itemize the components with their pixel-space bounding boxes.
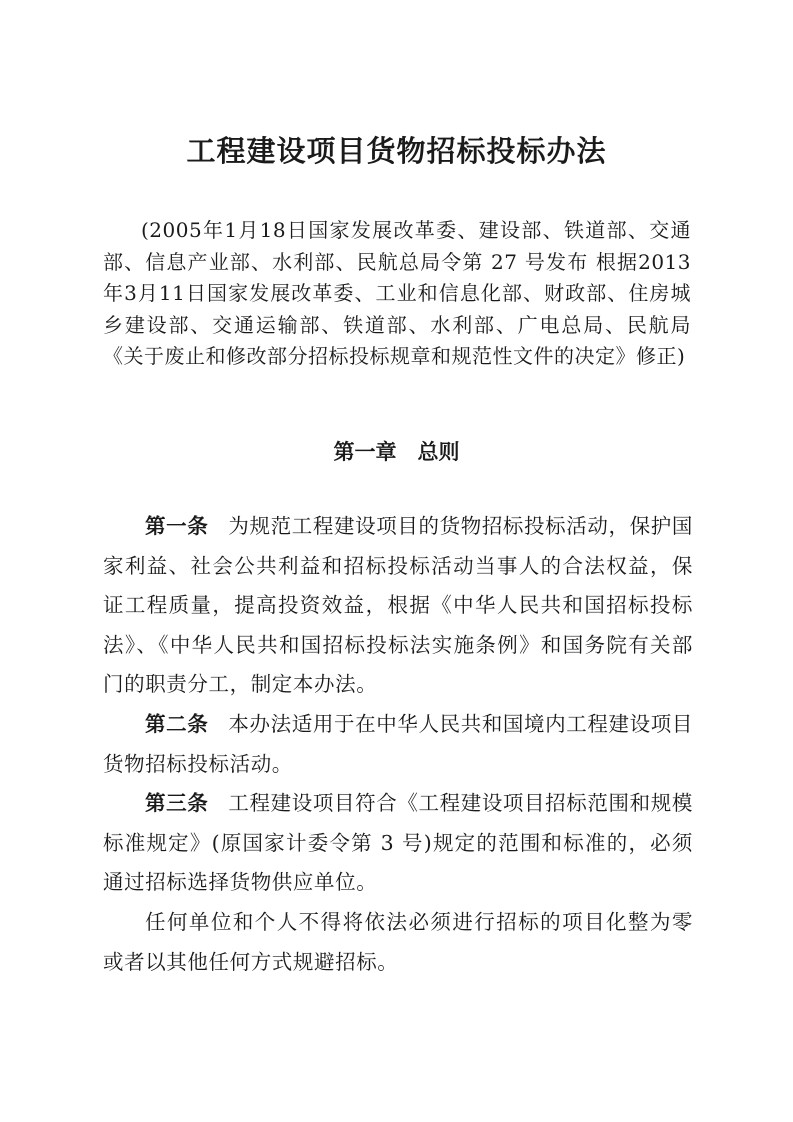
- document-title: 工程建设项目货物招标投标办法: [186, 134, 607, 168]
- article-list: [103, 507, 693, 982]
- chapter-title: 第一章 总则: [333, 440, 460, 464]
- issuance-note: (2005年1月18日国家发展改革委、建设部、铁道部、交通部、信息产业部、水利部、民航总局令第 27 号发布 根据2013年3月11日国家发展改革委、工业和信息化部、财政部、住房城乡建设部、交通运输部、铁道部、水利部、广电总局、民航局《关于废止和修改部分招标投标规章和规范性文件的决定》修正): [103, 218, 691, 368]
- article-1: [103, 507, 693, 705]
- article-2-label: 第二条: [145, 711, 209, 736]
- article-1-text: 为规范工程建设项目的货物招标投标活动，保护国家利益、社会公共利益和招标投标活动当事人的合法权益，保证工程质量，提高投资效益，根据《中华人民共和国招标投标法》、《中华人民共和国招标投标法实施条例》和国务院有关部门的职责分工，制定本办法。: [103, 514, 693, 697]
- article-3: [103, 784, 693, 903]
- article-1-label: 第一条: [145, 514, 209, 538]
- article-2-text: 本办法适用于在中华人民共和国境内工程建设项目货物招标投标活动。: [103, 711, 693, 776]
- article-3-text: 工程建设项目符合《工程建设项目招标范围和规模标准规定》(原国家计委令第 3 号)规定的范围和标准的，必须通过招标选择货物供应单位。: [103, 791, 693, 895]
- article-3-label: 第三条: [145, 791, 209, 816]
- article-2: [103, 705, 693, 784]
- article-3-paragraph-2: 任何单位和个人不得将依法必须进行招标的项目化整为零或者以其他任何方式规避招标。: [103, 909, 693, 974]
